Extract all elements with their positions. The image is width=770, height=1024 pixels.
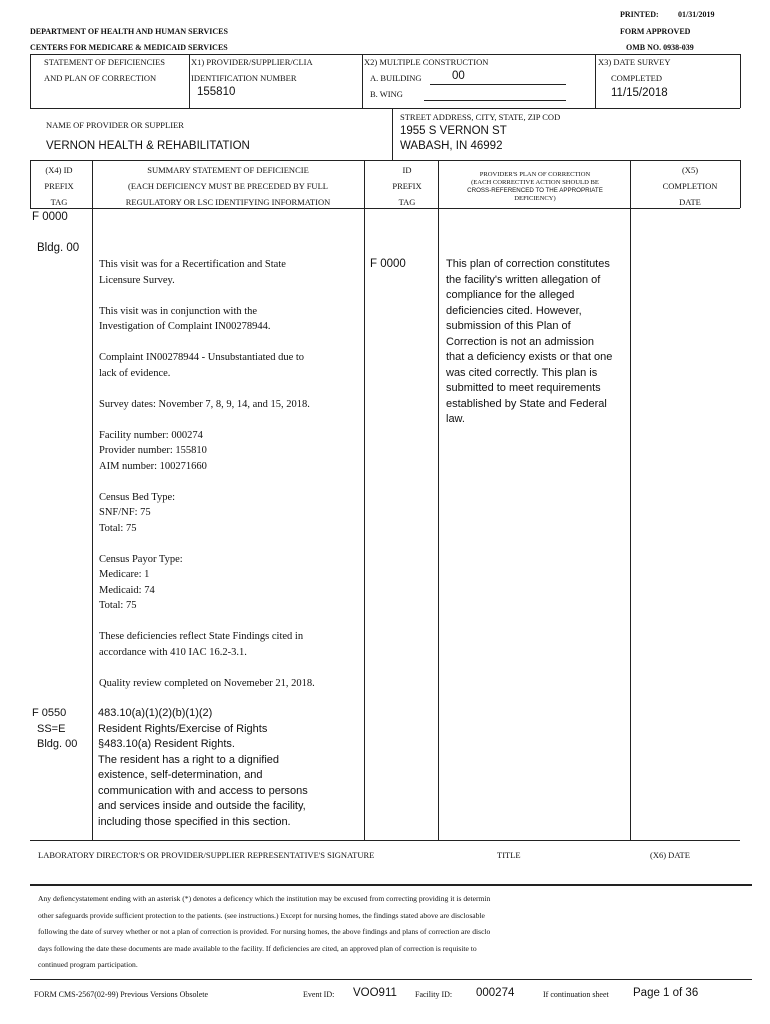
- continuation-label: If continuation sheet: [543, 990, 609, 999]
- printed-date: 01/31/2019: [678, 10, 715, 19]
- form-number: FORM CMS-2567(02-99) Previous Versions Obsolete: [34, 990, 209, 999]
- summary-line: SNF/NF: 75: [99, 507, 151, 518]
- f0550-line: §483.10(a) Resident Rights.: [98, 738, 235, 750]
- disclaimer-line: following the date of survey whether or not a plan of correction is provided. For nursing homes, the above findings and plans of correction are disclo: [38, 927, 491, 936]
- signature-label: LABORATORY DIRECTOR'S OR PROVIDER/SUPPLIER REPRESENTATIVE'S SIGNATURE: [38, 850, 375, 860]
- poc-line: the facility's written allegation of: [446, 273, 601, 286]
- summary-line: Quality review completed on Novemeber 21, 2018.: [99, 677, 315, 689]
- survey-date-value: 11/15/2018: [611, 87, 668, 99]
- summary-header-3: REGULATORY OR LSC IDENTIFYING INFORMATION: [125, 197, 331, 207]
- disclaimer-line: days following the date these documents are made available to the facility. If deficiencies are cited, an approved plan of correction is requisite to: [38, 943, 477, 953]
- poc-header-3: CROSS-REFERENCED TO THE APPROPRIATE: [467, 187, 603, 194]
- poc-header-4: DEFICIENCY): [514, 195, 556, 202]
- summary-line: accordance with 410 IAC 16.2-3.1.: [99, 646, 247, 658]
- facility-id-label: Facility ID:: [415, 990, 453, 999]
- disclaimer-line: continued program participation.: [38, 960, 138, 969]
- summary-line: Medicaid: 74: [99, 584, 155, 596]
- f0550-line: existence, self-determination, and: [98, 769, 263, 781]
- poc-tag-f0000: F 0000: [370, 258, 406, 270]
- poc-line: law.: [446, 413, 465, 425]
- disclaimer: [38, 891, 490, 974]
- f0550-line: and services inside and outside the facility,: [98, 800, 306, 812]
- address-line-1: 1955 S VERNON ST: [400, 125, 507, 137]
- department-name: DEPARTMENT OF HEALTH AND HUMAN SERVICES: [30, 27, 228, 36]
- f0550-line: The resident has a right to a dignified: [98, 753, 280, 766]
- x3-label-2: COMPLETED: [611, 73, 662, 83]
- x3-label-1: X3) DATE SURVEY: [598, 57, 671, 67]
- poc-line: Correction is not an admission: [446, 335, 594, 348]
- tag-f0550-block: [32, 706, 77, 753]
- poc-line: submission of this Plan of: [446, 320, 571, 332]
- event-id-label: Event ID:: [303, 990, 335, 999]
- summary-line: Investigation of Complaint IN00278944.: [99, 321, 271, 332]
- f0550-line: 483.10(a)(1)(2)(b)(1)(2): [98, 707, 213, 719]
- provider-name-label: NAME OF PROVIDER OR SUPPLIER: [46, 120, 184, 130]
- x2-label: X2) MULTIPLE CONSTRUCTION: [364, 57, 489, 67]
- summary-line: Provider number: 155810: [99, 445, 207, 456]
- statement-label-2: AND PLAN OF CORRECTION: [44, 73, 157, 83]
- provider-name-value: VERNON HEALTH & REHABILITATION: [46, 140, 250, 152]
- summary-line: Survey dates: November 7, 8, 9, 14, and 15, 2018.: [99, 398, 310, 410]
- f0550-line: communication with and access to persons: [98, 784, 308, 797]
- poc-line: that a deficiency exists or that one: [446, 351, 613, 363]
- address-label: STREET ADDRESS, CITY, STATE, ZIP COD: [400, 112, 561, 122]
- poc-line: established by State and Federal: [446, 397, 607, 410]
- x5-date-label: DATE: [679, 197, 701, 207]
- summary-line: This visit was in conjunction with the: [99, 305, 258, 317]
- x5-label: (X5): [681, 165, 699, 175]
- poc-header-1: PROVIDER'S PLAN OF CORRECTION: [479, 171, 591, 178]
- address-line-2: WABASH, IN 46992: [400, 140, 503, 152]
- wing-label: B. WING: [370, 89, 403, 99]
- summary-line: Census Payor Type:: [99, 553, 183, 565]
- id-tag-label: TAG: [398, 197, 416, 207]
- x5-completion-label: COMPLETION: [662, 181, 718, 191]
- centers-name: CENTERS FOR MEDICARE & MEDICAID SERVICES: [30, 43, 228, 52]
- summary-line: This visit was for a Recertification and State: [99, 259, 286, 270]
- bldg-00: Bldg. 00: [37, 242, 80, 254]
- poc-line: was cited correctly. This plan is: [446, 366, 598, 379]
- poc-line: deficiencies cited. However,: [446, 304, 582, 317]
- summary-text: [99, 257, 315, 691]
- summary-header-1: SUMMARY STATEMENT OF DEFICIENCIE: [147, 165, 309, 175]
- form-approved: FORM APPROVED: [620, 27, 691, 36]
- poc-line: This plan of correction constitutes: [446, 258, 610, 270]
- poc-line: submitted to meet requirements: [446, 382, 601, 394]
- summary-line: Total: 75: [99, 600, 137, 611]
- id-label: ID: [402, 165, 412, 175]
- tag-f0550-ss: SS=E: [37, 722, 66, 735]
- provider-id-value: 155810: [197, 86, 236, 98]
- x4-prefix-label: PREFIX: [44, 181, 74, 191]
- tag-f0000: F 0000: [32, 211, 68, 223]
- summary-line: lack of evidence.: [99, 367, 171, 379]
- building-value: 00: [452, 70, 465, 82]
- f0550-text: [98, 706, 308, 830]
- f0550-line: Resident Rights/Exercise of Rights: [98, 722, 268, 735]
- summary-line: These deficiencies reflect State Findings cited in: [99, 631, 304, 642]
- summary-line: Facility number: 000274: [99, 429, 203, 441]
- poc-header-2: (EACH CORRECTIVE ACTION SHOULD BE: [471, 179, 599, 186]
- poc-line: compliance for the alleged: [446, 289, 575, 301]
- x1-label-1: X1) PROVIDER/SUPPLIER/CLIA: [191, 57, 313, 67]
- summary-header-2: (EACH DEFICIENCY MUST BE PRECEDED BY FULL: [128, 181, 328, 191]
- disclaimer-line: Any defiencystatement ending with an asterisk (*) denotes a deficency which the institution may be excused from correcting providing it is determin: [38, 894, 491, 903]
- facility-id-value: 000274: [476, 987, 515, 999]
- x1-label-2: IDENTIFICATION NUMBER: [191, 73, 297, 83]
- summary-line: Medicare: 1: [99, 569, 150, 580]
- statement-label-1: STATEMENT OF DEFICIENCIES: [44, 57, 166, 67]
- summary-line: AIM number: 100271660: [99, 460, 207, 472]
- x4-id-label: (X4) ID: [45, 165, 73, 175]
- omb-number: OMB NO. 0938-039: [626, 43, 694, 52]
- f0550-line: including those specified in this section.: [98, 815, 291, 828]
- summary-line: Census Bed Type:: [99, 491, 176, 503]
- x6-date-label: (X6) DATE: [650, 850, 690, 860]
- id-prefix-label: PREFIX: [392, 181, 422, 191]
- page-number: Page 1 of 36: [633, 987, 699, 999]
- title-label: TITLE: [497, 850, 521, 860]
- x4-tag-label: TAG: [50, 197, 68, 207]
- event-id-value: VOO911: [353, 987, 397, 999]
- printed-label: PRINTED:: [620, 10, 659, 19]
- plan-of-correction-text: [446, 257, 612, 428]
- tag-f0550-bldg: Bldg. 00: [37, 738, 78, 750]
- summary-line: Licensure Survey.: [99, 274, 175, 286]
- summary-line: Total: 75: [99, 522, 137, 534]
- disclaimer-line: other safeguards provide sufficient protection to the patients. (see instructions.) Except for nursing homes, the findings stated above are disclosable: [38, 910, 485, 920]
- building-label: A. BUILDING: [370, 73, 422, 83]
- tag-f0550: F 0550: [32, 707, 67, 719]
- summary-line: Complaint IN00278944 - Unsubstantiated due to: [99, 352, 305, 363]
